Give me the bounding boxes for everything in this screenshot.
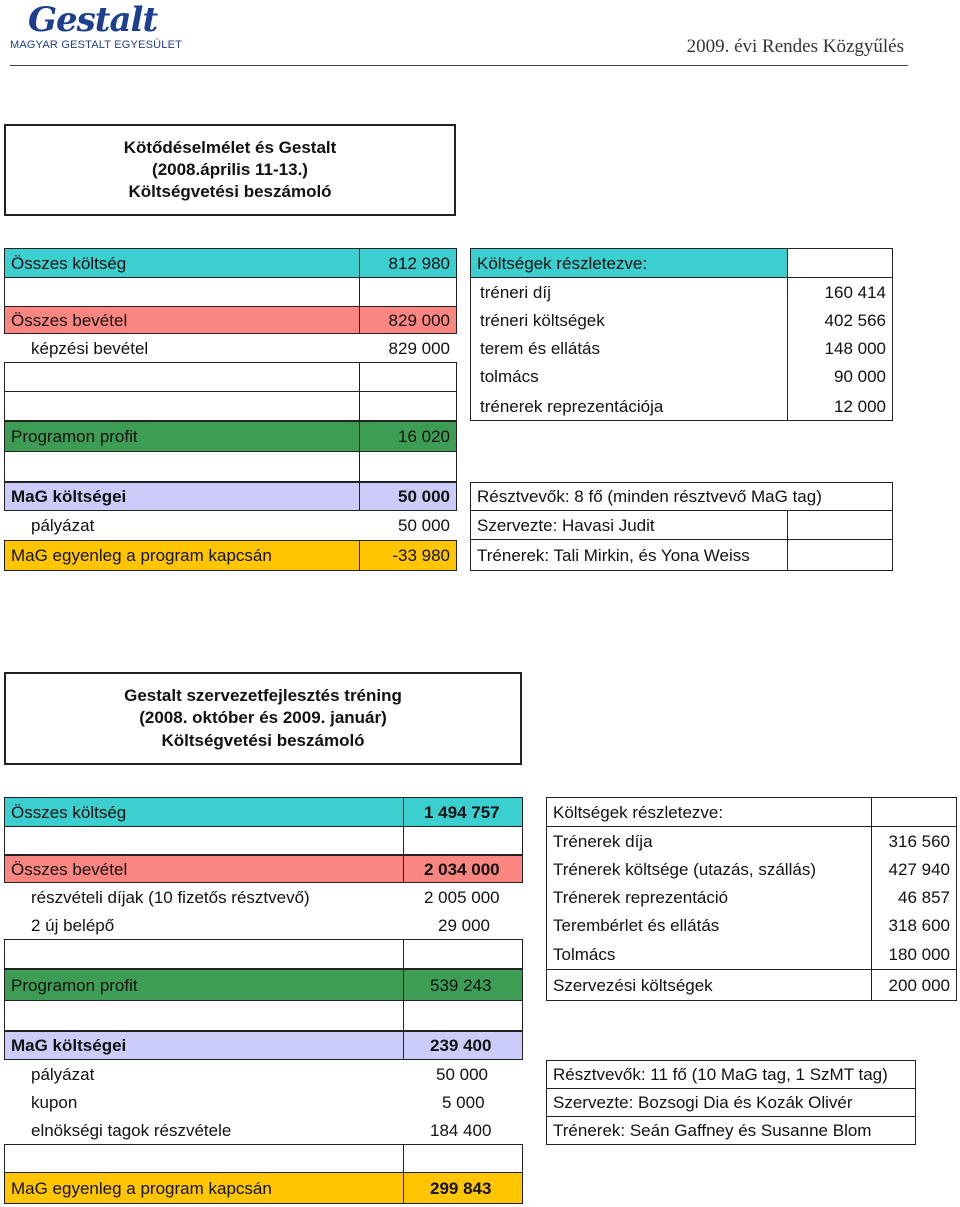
s2-cost-value: 318 600 <box>888 915 950 935</box>
s1-cost-value: 160 414 <box>824 282 886 302</box>
s2-cost-value: 316 560 <box>888 831 950 851</box>
s2-mag-item-label: kupon <box>31 1092 78 1112</box>
s1-cost-label: trénerek reprezentációja <box>480 396 664 416</box>
s2-empty-row <box>4 1000 404 1031</box>
s1-empty-row <box>4 277 360 307</box>
s2-cost-label: Trénerek reprezentáció <box>553 887 729 907</box>
section1-title-box <box>4 124 456 216</box>
s2-total-cost-value: 1 494 757 <box>403 797 523 827</box>
s2-empty-row <box>4 826 404 855</box>
s2-info-organizer: Szervezte: Bozsogi Dia és Kozák Olivér <box>546 1088 916 1117</box>
s2-info-participants: Résztvevők: 11 fő (10 MaG tag, 1 SzMT tag) <box>546 1060 916 1089</box>
s2-mag-cost-value: 239 400 <box>403 1031 523 1060</box>
s2-total-income-label: Összes bevétel <box>4 855 404 883</box>
s1-info-trainers: Trénerek: Tali Mirkin, és Yona Weiss <box>470 539 788 571</box>
s2-empty-row <box>403 826 523 855</box>
document-header-title: 2009. évi Rendes Közgyűlés <box>686 36 904 57</box>
s2-profit-label: Programon profit <box>4 969 404 1001</box>
s1-grant-label: pályázat <box>31 516 95 535</box>
s2-cost-value: 46 857 <box>898 887 950 907</box>
s2-breakdown-header: Költségek részletezve: <box>546 797 872 827</box>
s2-cost-label: Szervezési költségek <box>553 976 713 995</box>
s2-profit-value: 539 243 <box>403 969 523 1001</box>
s1-total-income-value: 829 000 <box>359 306 457 334</box>
section2-title-line2: (2008. október és 2009. január) <box>139 708 387 728</box>
logo-wordmark: Gestalt <box>28 0 158 40</box>
s2-cost-label: Trénerek költsége (utazás, szállás) <box>553 859 816 879</box>
s2-income-item-label: részvételi díjak (10 fizetős résztvevő) <box>31 887 310 907</box>
s1-profit-value: 16 020 <box>359 421 457 452</box>
s2-balance-label: MaG egyenleg a program kapcsán <box>4 1172 404 1204</box>
s1-empty-row <box>359 277 457 307</box>
s1-info-participants: Résztvevők: 8 fő (minden résztvevő MaG tag) <box>470 482 893 511</box>
s2-balance-value: 299 843 <box>403 1172 523 1204</box>
s1-total-cost-value: 812 980 <box>359 248 457 278</box>
s1-cost-label: terem és ellátás <box>480 338 600 358</box>
s1-empty-row <box>4 362 360 392</box>
s1-mag-cost-value: 50 000 <box>359 482 457 511</box>
s1-cost-value: 12 000 <box>834 396 886 416</box>
s1-cost-value: 90 000 <box>834 366 886 386</box>
header-divider <box>10 65 908 66</box>
s1-total-cost-label: Összes költség <box>4 248 360 278</box>
s2-mag-cost-label: MaG költségei <box>4 1031 404 1060</box>
s1-cost-value: 402 566 <box>824 310 886 330</box>
s2-empty-row <box>403 939 523 969</box>
s2-income-item-value: 29 000 <box>438 915 490 935</box>
s2-mag-item-label: elnökségi tagok részvétele <box>31 1120 232 1140</box>
s1-cost-label: tréneri költségek <box>480 310 605 330</box>
s2-total-cost-label: Összes költség <box>4 797 404 827</box>
s1-empty-row <box>359 451 457 482</box>
s2-cost-label: Tolmács <box>553 945 616 964</box>
s1-cost-value: 148 000 <box>824 338 886 358</box>
s2-cost-value: 427 940 <box>888 859 950 879</box>
s1-income-item-label: képzési bevétel <box>31 338 149 358</box>
s1-income-item-value: 829 000 <box>388 338 450 358</box>
s2-mag-item-value: 50 000 <box>436 1064 488 1084</box>
section1-title-line3: Költségvetési beszámoló <box>128 182 332 202</box>
s2-cost-label: Terembérlet és ellátás <box>553 915 720 935</box>
s2-total-income-value: 2 034 000 <box>403 855 523 883</box>
section2-title-line3: Költségvetési beszámoló <box>161 730 365 750</box>
s1-empty-row <box>359 391 457 421</box>
s1-balance-label: MaG egyenleg a program kapcsán <box>4 540 360 571</box>
s2-income-item-label: 2 új belépő <box>31 915 115 935</box>
s2-mag-item-value: 184 400 <box>430 1120 492 1140</box>
s2-breakdown-header-empty <box>871 797 957 827</box>
section1-title-line2: (2008.április 11-13.) <box>152 159 308 179</box>
s2-cost-value: 200 000 <box>888 976 950 995</box>
s2-empty-row <box>403 1144 523 1173</box>
s1-mag-cost-label: MaG költségei <box>4 482 360 511</box>
section2-title-line1: Gestalt szervezetfejlesztés tréning <box>124 686 402 706</box>
logo-subtitle: MAGYAR GESTALT EGYESÜLET <box>10 39 183 51</box>
s1-breakdown-divider <box>787 277 788 421</box>
s1-profit-label: Programon profit <box>4 421 360 452</box>
s2-empty-row <box>403 1000 523 1031</box>
s2-income-item-value: 2 005 000 <box>424 887 500 907</box>
s1-info-empty <box>787 510 893 540</box>
s2-empty-row <box>4 1144 404 1173</box>
s1-info-empty <box>787 539 893 571</box>
s1-breakdown-header-empty <box>787 248 893 278</box>
s1-breakdown-header: Költségek részletezve: <box>470 248 788 278</box>
s2-empty-row <box>4 939 404 969</box>
s1-cost-label: tolmács <box>480 366 539 386</box>
s1-balance-value: -33 980 <box>359 540 457 571</box>
s2-info-trainers: Trénerek: Seán Gaffney és Susanne Blom <box>546 1116 916 1145</box>
s2-breakdown-rowline <box>546 969 957 970</box>
s1-grant-value: 50 000 <box>398 516 450 535</box>
s1-empty-row <box>4 391 360 421</box>
s2-breakdown-divider <box>871 826 872 1001</box>
s1-info-organizer: Szervezte: Havasi Judit <box>470 510 788 540</box>
s2-mag-item-value: 5 000 <box>442 1092 485 1112</box>
section2-title-box <box>4 672 522 765</box>
s1-empty-row <box>4 451 360 482</box>
s2-cost-value: 180 000 <box>888 945 950 964</box>
s2-cost-label: Trénerek díja <box>553 831 653 851</box>
s1-total-income-label: Összes bevétel <box>4 306 360 334</box>
section1-title-line1: Kötődéselmélet és Gestalt <box>123 137 337 157</box>
s1-cost-label: tréneri díj <box>480 282 551 302</box>
s2-mag-item-label: pályázat <box>31 1064 95 1084</box>
s1-empty-row <box>359 362 457 392</box>
